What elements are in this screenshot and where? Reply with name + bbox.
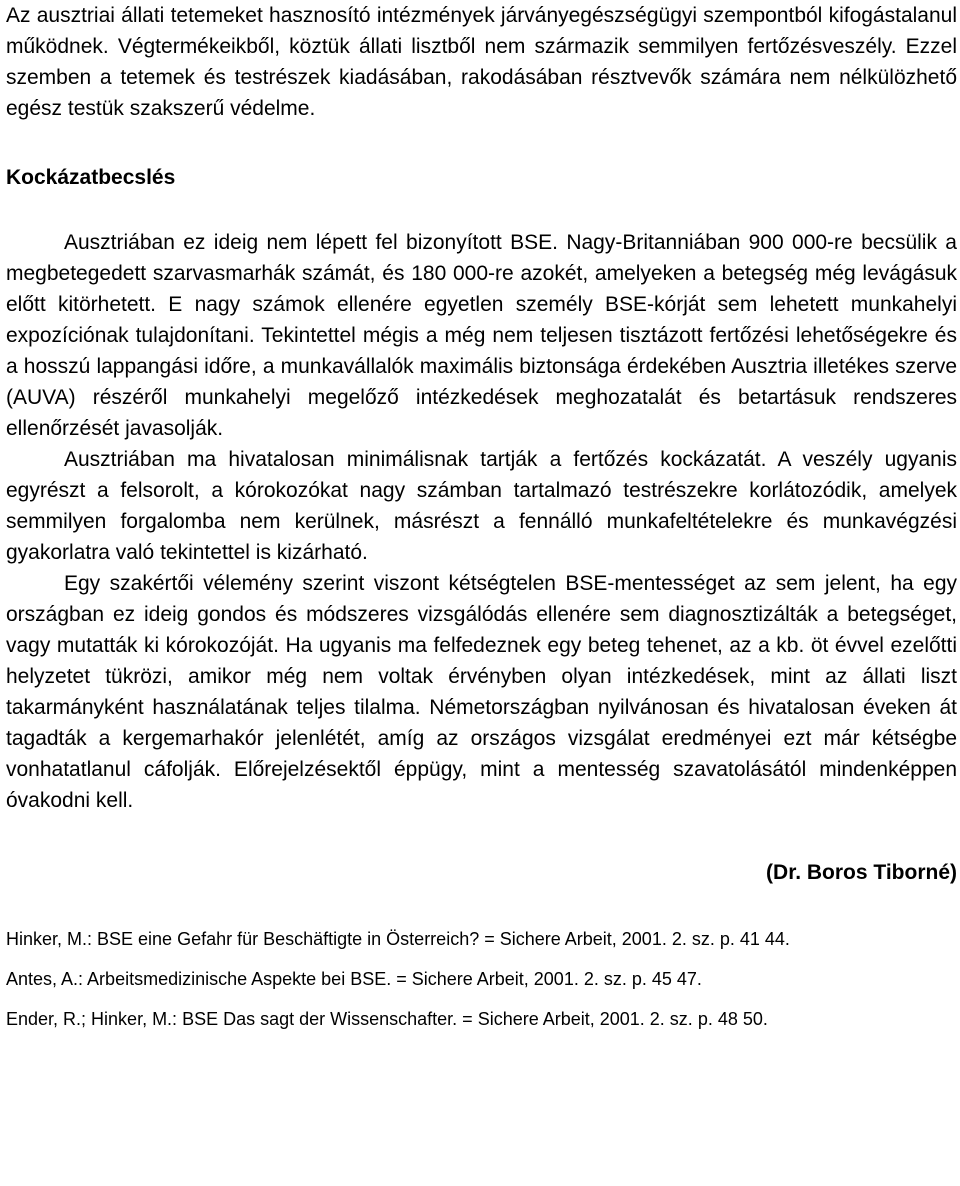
body-paragraph: Ausztriában ez ideig nem lépett fel bizonyított BSE. Nagy-Britanniában 900 000-re becsülik a megbetegedett szarvasmarhák számát, és 180 000-re azokét, amelyeken a betegség még levágásuk előtt kitörhetett. E nagy számok ellenére egyetlen személy BSE-kórját sem lehetett munkahelyi expozíciónak tulajdonítani. Tekintettel mégis a még nem teljesen tisztázott fertőzési lehetőségekre és a hosszú lappangási időre, a munkavállalók maximális biztonsága érdekében Ausztria illetékes szerve (AUVA) részéről munkahelyi megelőző intézkedések meghozatalát és betartásuk rendszeres ellenőrzését javasolják. — [6, 231, 957, 440]
reference-item: Hinker, M.: BSE eine Gefahr für Beschäftigte in Österreich? = Sichere Arbeit, 2001. 2. sz. p. 41 44. — [6, 929, 790, 949]
intro-paragraph: Az ausztriai állati tetemeket hasznosító intézmények járványegészségügyi szempontból kifogástalanul működnek. Végtermékeikből, köztük állati lisztből nem származik semmilyen fertőzésveszély. Ezzel szemben a tetemek és testrészek kiadásában, rakodásában résztvevők számára nem nélkülözhető egész testük szakszerű védelme. — [6, 4, 957, 120]
reference-item: Antes, A.: Arbeitsmedizinische Aspekte bei BSE. = Sichere Arbeit, 2001. 2. sz. p. 45 47. — [6, 969, 702, 989]
references-list — [6, 925, 957, 1034]
author-signature: (Dr. Boros Tiborné) — [766, 861, 957, 884]
body-paragraph: Ausztriában ma hivatalosan minimálisnak tartják a fertőzés kockázatát. A veszély ugyanis egyrészt a felsorolt, a kórokozókat nagy számban tartalmazó testrészekre korlátozódik, amelyek semmilyen forgalomba nem kerülnek, másrészt a fennálló munkafeltételekre és munkavégzési gyakorlatra való tekintettel is kizárható. — [6, 448, 957, 564]
reference-item: Ender, R.; Hinker, M.: BSE Das sagt der Wissenschafter. = Sichere Arbeit, 2001. 2. sz. p. 48 50. — [6, 1009, 768, 1029]
body-paragraph: Egy szakértői vélemény szerint viszont kétségtelen BSE-mentességet az sem jelent, ha egy országban ez ideig gondos és módszeres vizsgálódás ellenére sem diagnosztizálták a betegséget, vagy mutatták ki kórokozóját. Ha ugyanis ma felfedeznek egy beteg tehenet, az a kb. öt évvel ezelőtti helyzetet tükrözi, amikor még nem voltak érvényben olyan intézkedések, mint az állati liszt takarmányként használatának teljes tilalma. Németországban nyilvánosan és hivatalosan éveken át tagadták a kergemarhakór jelenlétét, amíg az országos vizsgálat eredményei ezt már kétségbe vonhatatlanul cáfolják. Előrejelzésektől éppügy, mint a mentesség szavatolásától mindenképpen óvakodni kell. — [6, 572, 957, 812]
document-page — [6, 0, 957, 1045]
section-heading: Kockázatbecslés — [6, 166, 176, 189]
